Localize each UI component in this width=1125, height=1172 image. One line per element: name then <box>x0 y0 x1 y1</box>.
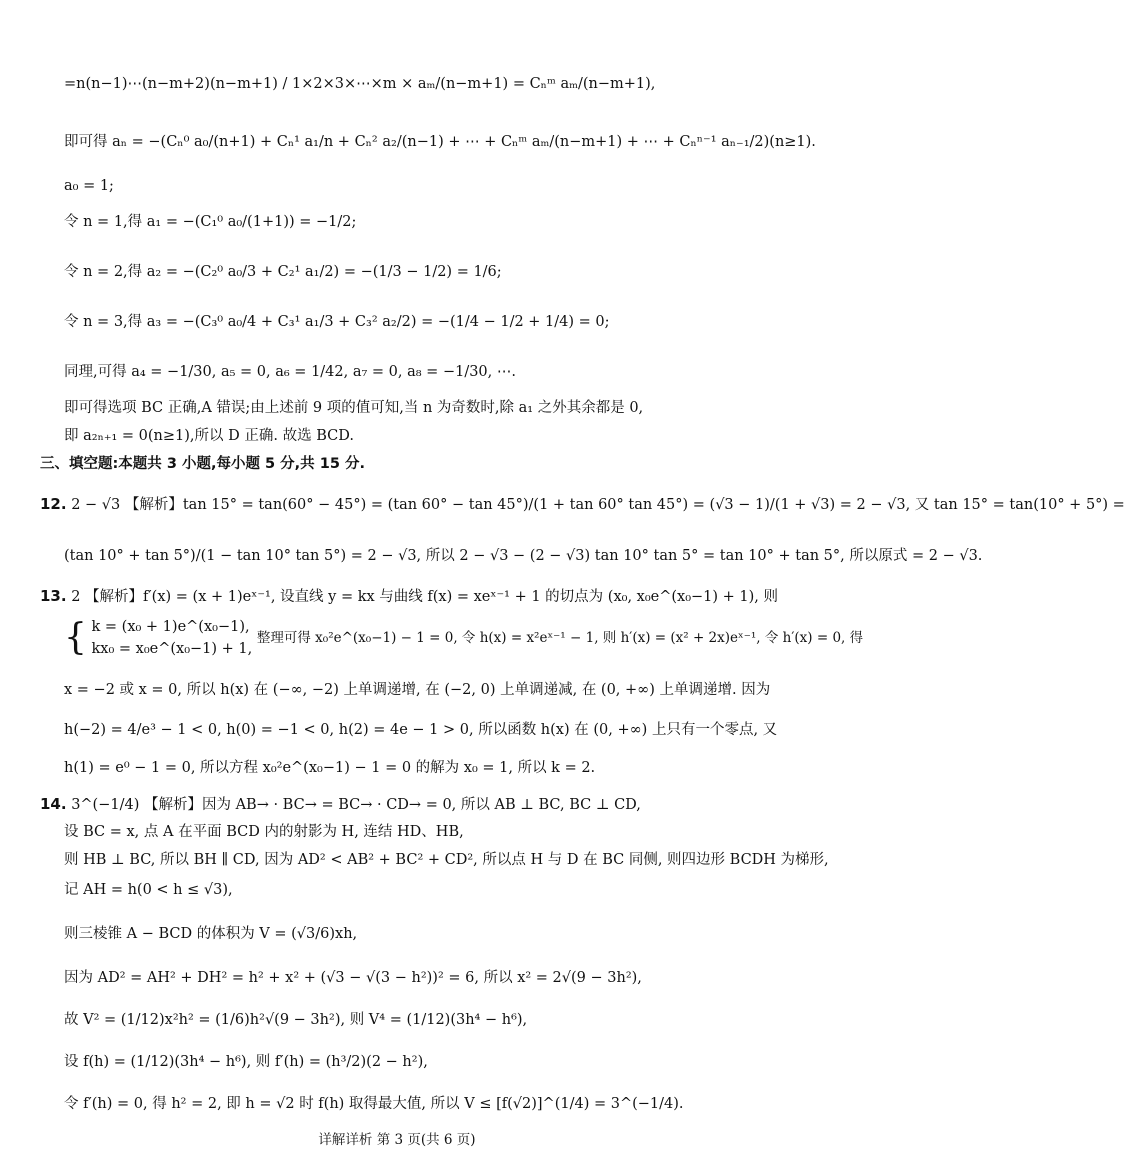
q13-text-1: 2 【解析】f′(x) = (x + 1)eˣ⁻¹, 设直线 y = kx 与曲线 f(x) = xeˣ⁻¹ + 1 的切点为 (x₀, x₀e^(x₀−1) + 1), 则 <box>71 589 779 605</box>
derivation-line-3: a₀ = 1; <box>64 178 114 194</box>
q13-case-1: k = (x₀ + 1)e^(x₀−1), <box>91 619 250 635</box>
derivation-line-4: 令 n = 1,得 a₁ = −(C₁⁰ a₀/(1+1)) = −1/2; <box>64 214 357 230</box>
q14-number: 14. <box>40 795 67 813</box>
q14-line-3: 则 HB ⊥ BC, 所以 BH ∥ CD, 因为 AD² < AB² + BC² + CD², 所以点 H 与 D 在 BC 同侧, 则四边形 BCDH 为梯形, <box>64 852 829 868</box>
q13-line-4: h(−2) = 4/e³ − 1 < 0, h(0) = −1 < 0, h(2) = 4e − 1 > 0, 所以函数 h(x) 在 (0, +∞) 上只有一个零点, 又 <box>64 722 778 738</box>
q14-line-8: 设 f(h) = (1/12)(3h⁴ − h⁶), 则 f′(h) = (h³/2)(2 − h²), <box>64 1054 428 1070</box>
q14-line-5: 则三棱锥 A − BCD 的体积为 V = (√3/6)xh, <box>64 926 358 942</box>
derivation-line-7: 同理,可得 a₄ = −1/30, a₅ = 0, a₆ = 1/42, a₇ = 0, a₈ = −1/30, ⋯. <box>64 364 516 380</box>
section-header: 三、填空题:本题共 3 小题,每小题 5 分,共 15 分. <box>40 456 365 472</box>
q13-system <box>92 616 253 660</box>
q13-text-2: 整理可得 x₀²e^(x₀−1) − 1 = 0, 令 h(x) = x²eˣ⁻¹ − 1, 则 h′(x) = (x² + 2x)eˣ⁻¹, 令 h′(x) = 0, 得 <box>256 630 864 646</box>
q13-line-3: x = −2 或 x = 0, 所以 h(x) 在 (−∞, −2) 上单调递增, 在 (−2, 0) 上单调递减, 在 (0, +∞) 上单调递增. 因为 <box>64 682 771 698</box>
q13-line-1 <box>40 586 779 607</box>
page-footer: 详解详析 第 3 页(共 6 页) <box>318 1132 476 1148</box>
q14-line-4: 记 AH = h(0 < h ≤ √3), <box>64 882 233 898</box>
derivation-line-6: 令 n = 3,得 a₃ = −(C₃⁰ a₀/4 + C₃¹ a₁/3 + C₃² a₂/2) = −(1/4 − 1/2 + 1/4) = 0; <box>64 314 610 330</box>
q12-line-2: (tan 10° + tan 5°)/(1 − tan 10° tan 5°) = 2 − √3, 所以 2 − √3 − (2 − √3) tan 10° tan 5° = tan 10° + tan 5°, 所以原式 = 2 − √3. <box>64 548 983 564</box>
derivation-line-5: 令 n = 2,得 a₂ = −(C₂⁰ a₀/3 + C₂¹ a₁/2) = −(1/3 − 1/2) = 1/6; <box>64 264 502 280</box>
q12-number: 12. <box>40 495 67 513</box>
derivation-line-1: =n(n−1)⋯(n−m+2)(n−m+1) / 1×2×3×⋯×m × aₘ/(n−m+1) = Cₙᵐ aₘ/(n−m+1), <box>64 76 656 92</box>
q14-line-1 <box>40 794 754 815</box>
q12-line-1 <box>40 494 1125 515</box>
q13-line-5: h(1) = e⁰ − 1 = 0, 所以方程 x₀²e^(x₀−1) − 1 = 0 的解为 x₀ = 1, 所以 k = 2. <box>64 760 596 776</box>
q14-line-9: 令 f′(h) = 0, 得 h² = 2, 即 h = √2 时 f(h) 取得最大值, 所以 V ≤ [f(√2)]^(1/4) = 3^(−1/4). <box>64 1096 684 1112</box>
derivation-line-9: 即 a₂ₙ₊₁ = 0(n≥1),所以 D 正确. 故选 BCD. <box>64 428 354 444</box>
derivation-line-8: 即可得选项 BC 正确,A 错误;由上述前 9 项的值可知,当 n 为奇数时,除 a₁ 之外其余都是 0, <box>64 400 644 416</box>
q14-text-1: 3^(−1/4) 【解析】因为 AB→ · BC→ = BC→ · CD→ = 0, 所以 AB ⊥ BC, BC ⊥ CD, <box>71 797 641 813</box>
q14-line-7: 故 V² = (1/12)x²h² = (1/6)h²√(9 − 3h²), 则 V⁴ = (1/12)(3h⁴ − h⁶), <box>64 1012 528 1028</box>
q14-line-6: 因为 AD² = AH² + DH² = h² + x² + (√3 − √(3 − h²))² = 6, 所以 x² = 2√(9 − 3h²), <box>64 970 642 986</box>
q13-number: 13. <box>40 587 67 605</box>
q14-line-2: 设 BC = x, 点 A 在平面 BCD 内的射影为 H, 连结 HD、HB, <box>64 824 464 840</box>
q13-case-2: kx₀ = x₀e^(x₀−1) + 1, <box>91 641 253 657</box>
system-brace: { <box>64 617 87 658</box>
q12-text-1: 2 − √3 【解析】tan 15° = tan(60° − 45°) = (tan 60° − tan 45°)/(1 + tan 60° tan 45°) = (√3 − 1)/(1 + √3) = 2 − √3, 又 tan 15° = tan(10° + 5°) = <box>71 497 1125 513</box>
q13-line-2 <box>64 616 864 666</box>
derivation-line-2: 即可得 aₙ = −(Cₙ⁰ a₀/(n+1) + Cₙ¹ a₁/n + Cₙ² a₂/(n−1) + ⋯ + Cₙᵐ aₘ/(n−m+1) + ⋯ + Cₙⁿ⁻¹ aₙ₋₁/2)(n≥1). <box>64 134 816 150</box>
